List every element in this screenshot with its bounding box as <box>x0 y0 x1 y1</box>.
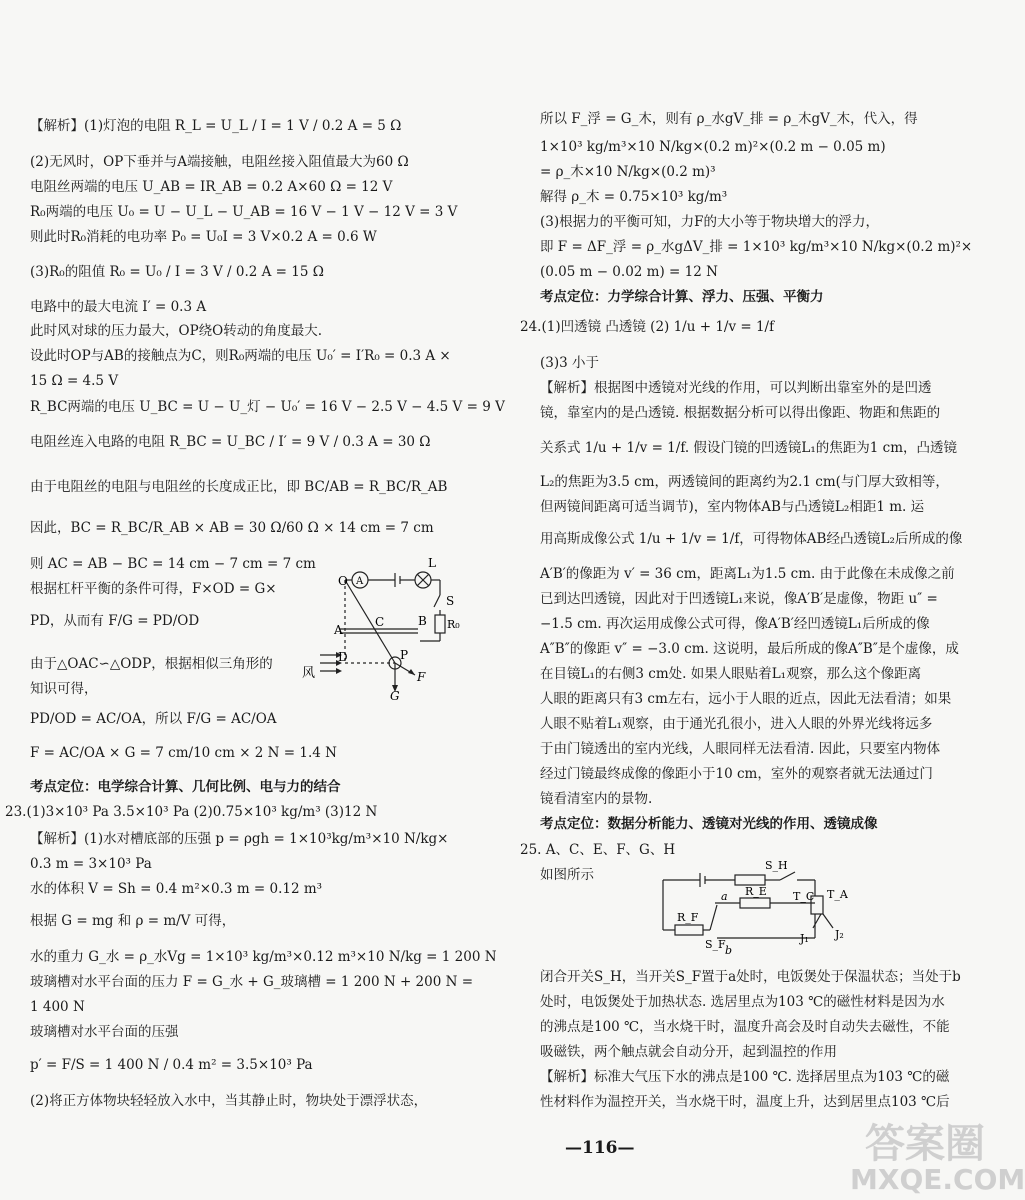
label-wind: 风 <box>302 666 316 681</box>
label-D: D <box>338 650 348 664</box>
text-line: p′ = F/S = 1 400 N / 0.4 m² = 3.5×10³ Pa <box>30 1057 313 1073</box>
text-line: 所以 F_浮 = G_木，则有 ρ_水gV_排 = ρ_木gV_木，代入，得 <box>540 111 918 127</box>
text-line: 24.(1)凹透镜 凸透镜 (2) 1/u + 1/v = 1/f <box>520 319 775 335</box>
text-line: 人眼不贴着L₁观察，由于通光孔很小，进入人眼的外界光线将远多 <box>540 716 933 732</box>
text-line: 水的重力 G_水 = ρ_水Vg = 1×10³ kg/m³×0.12 m³×10 N/kg = 1 200 N <box>30 949 497 965</box>
text-line: (2)无风时，OP下垂并与A端接触，电阻丝接入阻值最大为60 Ω <box>30 154 409 170</box>
text-line: 1 400 N <box>30 999 85 1015</box>
text-line: 闭合开关S_H，当开关S_F置于a处时，电饭煲处于保温状态；当处于b <box>540 969 961 985</box>
text-line: 此时风对球的压力最大，OP绕O转动的角度最大. <box>30 323 323 339</box>
text-line: 吸磁铁，两个触点就会自动分开，起到温控的作用 <box>540 1044 837 1060</box>
label-J1: J₁ <box>800 932 809 945</box>
text-line: 的沸点是100 ℃，当水烧干时，温度升高会及时自动失去磁性，不能 <box>540 1019 950 1035</box>
text-line: 关系式 1/u + 1/v = 1/f. 假设门镜的凹透镜L₁的焦距为1 cm，凸透镜 <box>540 440 958 456</box>
label-L: L <box>428 556 436 570</box>
text-line: 则 AC = AB − BC = 14 cm − 7 cm = 7 cm <box>30 556 316 572</box>
text-line: 考点定位：电学综合计算、几何比例、电与力的结合 <box>30 779 341 795</box>
text-line: A″B″的像距 v″ = −3.0 cm. 这说明，最后所成的像A″B″是个虚像，成 <box>540 641 959 657</box>
label-C: C <box>375 615 385 629</box>
label-S: S <box>446 594 455 608</box>
text-line: 由于△OAC∽△ODP，根据相似三角形的 <box>30 656 273 672</box>
text-line: 用高斯成像公式 1/u + 1/v = 1/f，可得物体AB经凸透镜L₂后所成的像 <box>540 531 963 547</box>
text-line: A′B′的像距为 v′ = 36 cm，距离L₁为1.5 cm. 由于此像在未成像之前 <box>540 566 955 582</box>
label-A: A <box>334 623 343 637</box>
text-line: PD/OD = AC/OA，所以 F/G = AC/OA <box>30 711 277 727</box>
text-line: 玻璃槽对水平台面的压力 F = G_水 + G_玻璃槽 = 1 200 N + 200 N = <box>30 974 474 990</box>
label-O: O <box>338 574 348 588</box>
text-line: L₂的焦距为3.5 cm，两透镜间的距离约为2.1 cm(与门厚大致相等， <box>540 474 949 490</box>
text-line: 根据杠杆平衡的条件可得，F×OD = G× <box>30 581 277 597</box>
text-line: 已到达凹透镜，因此对于凹透镜L₁来说，像A′B′是虚像，物距 u″ = <box>540 591 938 607</box>
text-line: 性材料作为温控开关，当水烧干时，温度上升，达到居里点103 ℃后 <box>540 1094 950 1110</box>
text-line: 经过门镜最终成像的像距小于10 cm，室外的观察者就无法通过门 <box>540 766 933 782</box>
text-line: 即 F = ΔF_浮 = ρ_水gΔV_排 = 1×10³ kg/m³×10 N/kg×(0.2 m)²× <box>540 239 973 255</box>
label-J2: J₂ <box>835 928 844 941</box>
label-b: b <box>725 944 733 957</box>
text-line: 于由门镜透出的室内光线，人眼同样无法看清. 因此，只要室内物体 <box>540 741 941 757</box>
watermark-logo: 答案圈 <box>865 1121 985 1167</box>
text-line: (3)3 小于 <box>540 355 600 371</box>
text-line: 镜看清室内的景物. <box>540 791 653 807</box>
text-line: 人眼的距离只有3 cm左右，远小于人眼的近点，因此无法看清；如果 <box>540 691 952 707</box>
text-line: (3)R₀的阻值 R₀ = U₀ / I = 3 V / 0.2 A = 15 Ω <box>30 264 324 280</box>
text-line: 电阻丝两端的电压 U_AB = IR_AB = 0.2 A×60 Ω = 12 V <box>30 179 393 195</box>
label-TC: T_C <box>793 890 815 903</box>
text-line: (0.05 m − 0.02 m) = 12 N <box>540 264 718 280</box>
text-line: 电路中的最大电流 I′ = 0.3 A <box>30 299 207 315</box>
text-line: 由于电阻丝的电阻与电阻丝的长度成正比，即 BC/AB = R_BC/R_AB <box>30 479 448 495</box>
text-line: 设此时OP与AB的接触点为C，则R₀两端的电压 U₀′ = I′R₀ = 0.3 A × <box>30 348 451 364</box>
text-line: 【解析】(1)灯泡的电阻 R_L = U_L / I = 1 V / 0.2 A = 5 Ω <box>30 118 402 134</box>
text-line: 【解析】标准大气压下水的沸点是100 ℃. 选择居里点为103 ℃的磁 <box>540 1069 950 1085</box>
text-line: 则此时R₀消耗的电功率 P₀ = U₀I = 3 V×0.2 A = 0.6 W <box>30 229 377 245</box>
text-line: 处时，电饭煲处于加热状态. 选居里点为103 ℃的磁性材料是因为水 <box>540 994 945 1010</box>
text-line: 解得 ρ_木 = 0.75×10³ kg/m³ <box>540 189 728 205</box>
text-line: 因此，BC = R_BC/R_AB × AB = 30 Ω/60 Ω × 14 cm = 7 cm <box>30 520 434 536</box>
text-line: 知识可得， <box>30 681 98 697</box>
text-line: 考点定位：数据分析能力、透镜对光线的作用、透镜成像 <box>540 816 878 832</box>
text-line: 水的体积 V = Sh = 0.4 m²×0.3 m = 0.12 m³ <box>30 881 323 897</box>
text-line: 25. A、C、E、F、G、H <box>520 842 676 858</box>
text-line: 【解析】(1)水对槽底部的压强 p = ρgh = 1×10³kg/m³×10 N/kg× <box>30 831 449 847</box>
text-line: 15 Ω = 4.5 V <box>30 373 119 389</box>
label-SH: S_H <box>765 859 788 872</box>
text-line: (3)根据力的平衡可知，力F的大小等于物块增大的浮力， <box>540 214 879 230</box>
label-a: a <box>721 890 728 903</box>
text-line: 1×10³ kg/m³×10 N/kg×(0.2 m)²×(0.2 m − 0.05 m) <box>540 139 886 155</box>
label-P: P <box>400 648 409 662</box>
text-line: 考点定位：力学综合计算、浮力、压强、平衡力 <box>540 289 824 305</box>
label-ammeter: A <box>356 576 364 587</box>
text-line: 在目镜L₁的右侧3 cm处. 如果人眼贴着L₁观察，那么这个像距离 <box>540 666 922 682</box>
label-TA: T_A <box>827 888 848 901</box>
text-line: 【解析】根据图中透镜对光线的作用，可以判断出靠室外的是凹透 <box>540 380 932 396</box>
text-line: 玻璃槽对水平台面的压强 <box>30 1024 179 1040</box>
label-RF: R_F <box>677 911 699 924</box>
watermark-url: MXQE.COM <box>850 1163 1025 1196</box>
page-number: —116— <box>565 1138 635 1158</box>
text-line: 镜，靠室内的是凸透镜. 根据数据分析可以得出像距、物距和焦距的 <box>540 405 941 421</box>
text-line: F = AC/OA × G = 7 cm/10 cm × 2 N = 1.4 N <box>30 745 337 761</box>
text-line: PD，从而有 F/G = PD/OD <box>30 613 200 629</box>
text-line: R_BC两端的电压 U_BC = U − U_灯 − U₀′ = 16 V − 2.5 V − 4.5 V = 9 V <box>30 399 505 415</box>
text-line: 但两镜间距离可适当调节)，室内物体AB与凸透镜L₂相距1 m. 运 <box>540 499 925 515</box>
label-B: B <box>418 614 427 628</box>
lever-circuit-figure <box>300 555 465 703</box>
text-line: 如图所示 <box>540 867 594 883</box>
text-line: −1.5 cm. 再次运用成像公式可得，像A′B′经凹透镜L₁后所成的像 <box>540 616 930 632</box>
text-line: 电阻丝连入电路的电阻 R_BC = U_BC / I′ = 9 V / 0.3 A = 30 Ω <box>30 434 431 450</box>
label-F: F <box>417 670 426 684</box>
text-line: 根据 G = mg 和 ρ = m/V 可得， <box>30 913 236 929</box>
rice-cooker-circuit-figure <box>655 858 855 958</box>
text-line: = ρ_木×10 N/kg×(0.2 m)³ <box>540 164 716 180</box>
label-RE: R_E <box>745 885 767 898</box>
text-line: 0.3 m = 3×10³ Pa <box>30 856 152 872</box>
label-R0: R₀ <box>447 618 460 631</box>
text-line: 23.(1)3×10³ Pa 3.5×10³ Pa (2)0.75×10³ kg/m³ (3)12 N <box>5 804 378 820</box>
label-G: G <box>390 689 400 703</box>
label-SF: S_F <box>705 938 726 951</box>
text-line: (2)将正方体物块轻轻放入水中，当其静止时，物块处于漂浮状态， <box>30 1093 428 1109</box>
text-line: R₀两端的电压 U₀ = U − U_L − U_AB = 16 V − 1 V − 12 V = 3 V <box>30 204 458 220</box>
